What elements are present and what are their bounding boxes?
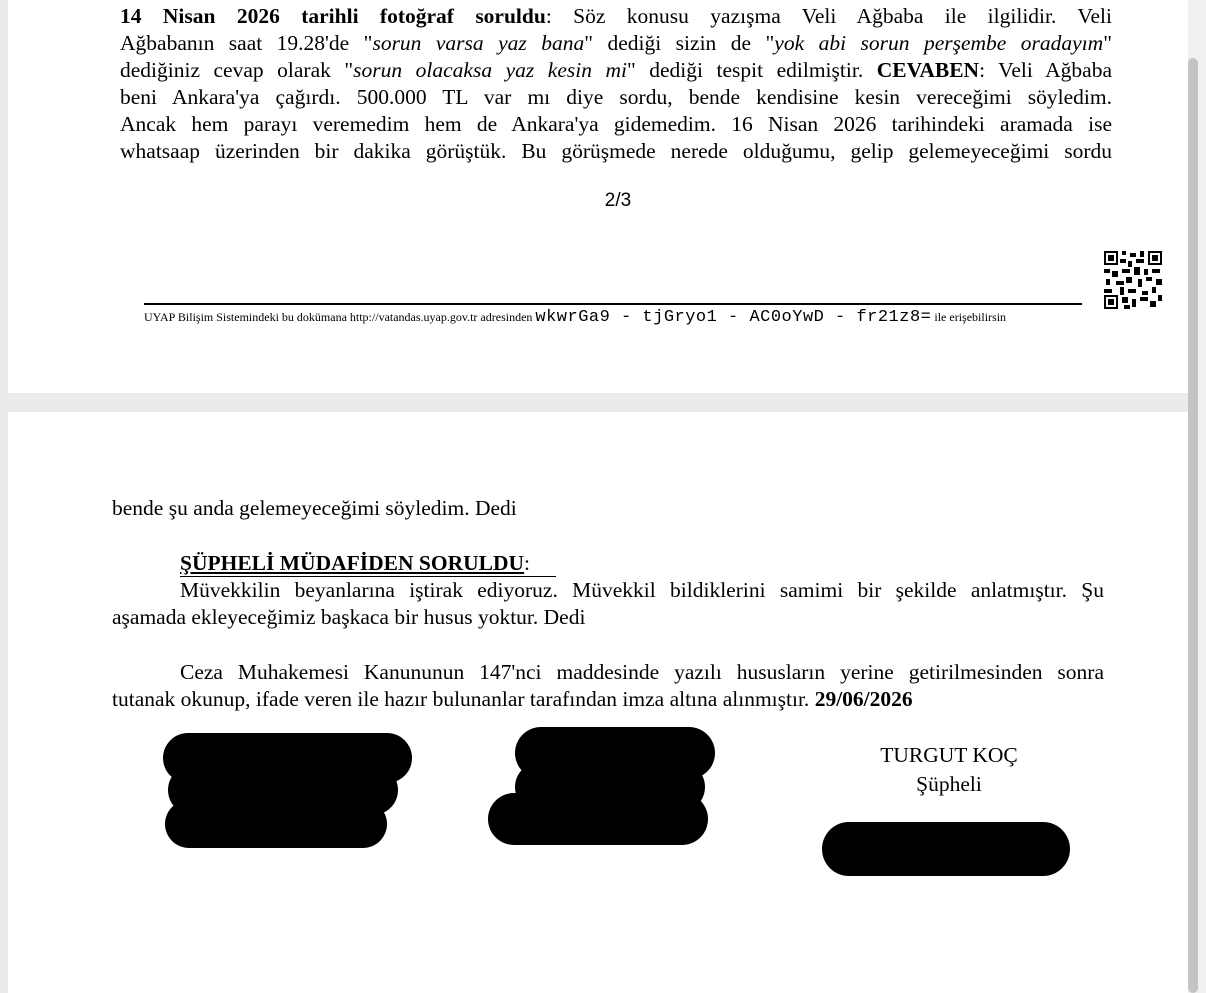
- page-number: 2/3: [604, 190, 632, 211]
- defense-statement-line-2: aşamada ekleyeceğimiz başkaca bir husus yoktur. Dedi: [112, 605, 586, 629]
- body-line: Ancak hem parayı veremedim hem de Ankara'ya gidemedim. 16 Nisan 2026 tarihindeki aramada ise: [120, 112, 1112, 136]
- body-line: beni Ankara'ya çağırdı. 500.000 TL var mı diye sordu, bende kendisine kesin vereceğimi söyledim.: [120, 85, 1112, 109]
- qr-code-icon: [1104, 251, 1162, 309]
- statement-date: 29/06/2026: [814, 687, 913, 711]
- defense-statement-line-1: Müvekkilin beyanlarına iştirak ediyoruz. Müvekkil bildiklerini samimi bir şekilde anlatmıştır. Şu: [180, 578, 1104, 602]
- redaction-mark: [488, 793, 708, 845]
- body-line: 14 Nisan 2026 tarihli fotoğraf soruldu: Söz konusu yazışma Veli Ağbaba ile ilgilidir. Veli: [120, 4, 1112, 28]
- uyap-footer: [144, 305, 1084, 330]
- redaction-mark: [822, 822, 1070, 876]
- closing-line-1: Ceza Muhakemesi Kanununun 147'nci maddesinde yazılı hususların yerine getirilmesinden sonra: [180, 660, 1104, 684]
- body-line: dediğiniz cevap olarak "sorun olacaksa yaz kesin mi" dediği tespit edilmiştir. CEVABEN: Veli Ağbaba: [120, 58, 1112, 82]
- section-heading: ŞÜPHELİ MÜDAFİDEN SORULDU:: [180, 551, 531, 575]
- document-page-2: [8, 0, 1188, 393]
- section-heading-text: ŞÜPHELİ MÜDAFİDEN SORULDU: [180, 551, 525, 575]
- signatory-role: Şüpheli: [916, 772, 982, 796]
- footer-suffix: ile erişebilirsin: [931, 310, 1007, 324]
- footer-prefix: UYAP Bilişim Sistemindeki bu dokümana http://vatandas.uyap.gov.tr adresinden: [144, 310, 536, 324]
- closing-line-2: tutanak okunup, ifade veren ile hazır bulunanlar tarafından imza altına alınmıştır. 29/06/2026: [112, 687, 913, 711]
- signatory-name: TURGUT KOÇ: [880, 743, 1018, 767]
- body-line: Ağbabanın saat 19.28'de "sorun varsa yaz bana" dediği sizin de "yok abi sorun perşembe oradayım": [120, 31, 1112, 55]
- document-access-code: wkwrGa9 - tjGryo1 - AC0oYwD - fr21z8=: [535, 308, 932, 327]
- scrollbar-thumb[interactable]: [1188, 58, 1198, 993]
- redaction-mark: [165, 800, 387, 848]
- statement-continuation: bende şu anda gelemeyeceğimi söyledim. Dedi: [112, 496, 517, 520]
- body-line: whatsaap üzerinden bir dakika görüştük. Bu görüşmede nerede olduğumu, gelip gelemeyeceğimi sordu: [120, 139, 1112, 163]
